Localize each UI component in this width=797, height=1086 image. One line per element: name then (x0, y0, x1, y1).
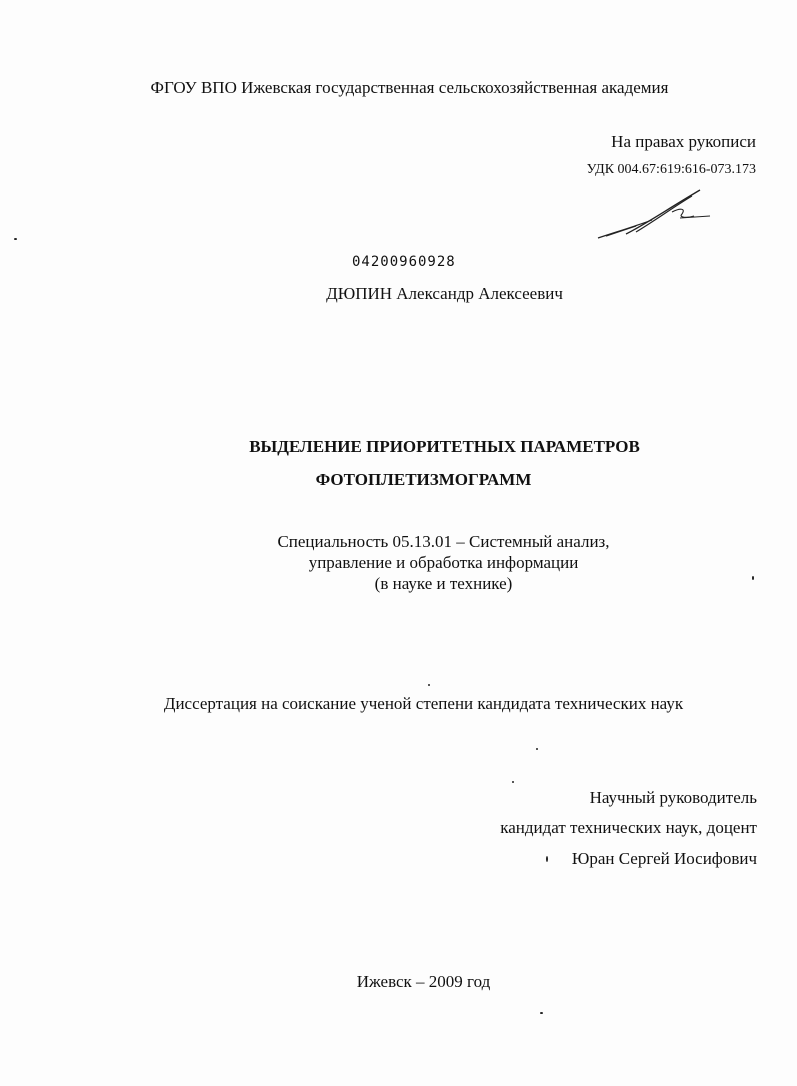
specialty-line-3: (в науке и технике) (374, 574, 513, 593)
institution-name: ФГОУ ВПО Ижевская государственная сельскохозяйственная академия (150, 78, 669, 97)
scan-speck (512, 781, 514, 783)
scan-speck (546, 856, 548, 862)
udk-code: УДК 004.67:619:616-073.173 (586, 162, 756, 177)
author-name: ДЮПИН Александр Алексеевич (326, 284, 563, 303)
author-signature (596, 186, 716, 242)
dissertation-statement: Диссертация на соискание ученой степени кандидата технических наук (163, 694, 684, 713)
specialty-line-1: Специальность 05.13.01 – Системный анализ, (277, 532, 610, 551)
thesis-title-line-2: ФОТОПЛЕТИЗМОГРАММ (315, 470, 532, 489)
record-code: 04200960928 (352, 254, 456, 270)
scan-speck (428, 684, 430, 686)
scan-speck (14, 238, 17, 240)
manuscript-rights-note: На правах рукописи (611, 132, 756, 151)
scan-speck (540, 1012, 543, 1014)
scan-speck (536, 748, 538, 750)
specialty-line-2: управление и обработка информации (308, 553, 579, 572)
supervisor-degree: кандидат технических наук, доцент (500, 818, 757, 837)
scan-speck (752, 576, 754, 580)
thesis-title-line-1: ВЫДЕЛЕНИЕ ПРИОРИТЕТНЫХ ПАРАМЕТРОВ (249, 437, 640, 456)
supervisor-role: Научный руководитель (589, 788, 757, 807)
supervisor-name: Юран Сергей Иосифович (571, 849, 757, 868)
city-and-year: Ижевск – 2009 год (356, 972, 491, 991)
